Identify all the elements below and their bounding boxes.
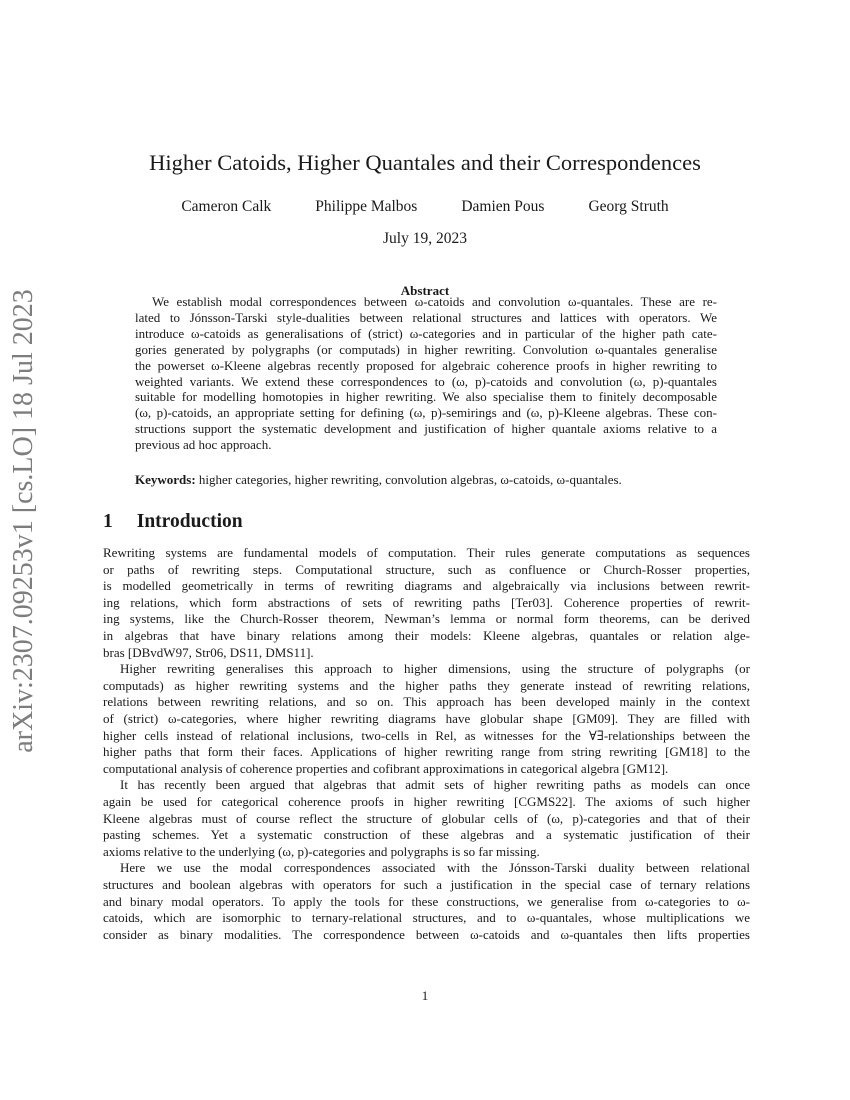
paper-date: July 19, 2023 (383, 230, 467, 247)
keywords-label: Keywords: (135, 472, 196, 487)
text-line: in algebras that have binary relations among their models: Kleene algebras, quantales or relation alge- (103, 628, 750, 643)
keywords-text: higher categories, higher rewriting, convolution algebras, ω-catoids, ω-quantales. (198, 472, 622, 487)
text-line: higher cells instead of relational inclusions, two-cells in Rel, as witnesses for the ∀∃-relationships between the (103, 727, 750, 743)
text-line: lated to Jónsson-Tarski style-dualities between relational structures and lattices with operators. We (135, 309, 717, 325)
text-line: Here we use the modal correspondences associated with the Jónsson-Tarski duality between relational (120, 860, 750, 876)
author-list (0, 198, 850, 216)
text-line: higher paths that form their faces. Applications of higher rewriting range from string rewriting [GM18] to the (103, 744, 750, 760)
text-line: catoids, which are isomorphic to ternary-relational structures, and to ω-quantales, whose multiplications we (103, 910, 750, 926)
page-number: 1 (421, 988, 429, 1003)
text-line: structures and boolean algebras with operators for such a justification in the special case of ternary relations (103, 877, 750, 892)
author: Georg Struth (588, 198, 669, 215)
text-line: We establish modal correspondences between ω-catoids and convolution ω-quantales. These are re- (152, 294, 717, 309)
paper-title: Higher Catoids, Higher Quantales and their Correspondences (149, 150, 701, 175)
text-line: relations between rewriting relations, and so on. This approach has been developed mainly in the context (103, 694, 750, 710)
text-line: bras [DBvdW97, Str06, DS11, DMS11]. (103, 644, 314, 660)
text-line: consider as binary modalities. The correspondence between ω-catoids and ω-quantales then lifts properties (103, 926, 750, 942)
text-line: axioms relative to the underlying (ω, p)-categories and polygraphs is so far missing. (103, 843, 540, 859)
text-line: computads) as higher rewriting systems and the higher paths they generate instead of rewriting relations, (103, 677, 750, 693)
abstract-heading: Abstract (400, 283, 450, 298)
keywords (135, 472, 622, 488)
text-line: of (strict) ω-categories, where higher rewriting diagrams have globular shape [GM09]. They are filled with (103, 711, 750, 726)
text-line: Kleene algebras must of course reflect the structure of globular cells of (ω, p)-categories and that of their (103, 810, 750, 826)
text-line: ing relations, which form abstractions of sets of rewriting paths [Ter03]. Coherence properties of rewrit- (103, 594, 750, 610)
text-line: or paths of rewriting steps. Computational structure, such as confluence or Church-Rosser properties, (103, 561, 750, 577)
text-line: gories generated by polygraphs (or computads) in higher rewriting. Convolution ω-quantales generalise (135, 341, 717, 357)
text-line: Rewriting systems are fundamental models of computation. Their rules generate computations as sequences (103, 545, 750, 560)
arxiv-stamp: arXiv:2307.09253v1 [cs.LO] 18 Jul 2023 (8, 289, 39, 753)
section-number: 1 (103, 511, 113, 532)
text-line: It has recently been argued that algebras that admit sets of higher rewriting paths as models can once (120, 777, 750, 793)
text-line: (ω, p)-catoids, an appropriate setting for defining (ω, p)-semirings and (ω, p)-Kleene algebras. These con- (135, 405, 717, 421)
text-line: is modelled geometrically in terms of rewriting diagrams and algebraically via inclusions between rewrit- (103, 578, 750, 594)
text-line: the powerset ω-Kleene algebras recently proposed for algebraic coherence proofs in higher rewriting to (135, 357, 717, 373)
author: Damien Pous (461, 198, 545, 215)
text-line: Higher rewriting generalises this approach to higher dimensions, using the structure of polygraphs (or (120, 661, 750, 677)
author: Cameron Calk (181, 198, 272, 215)
text-line: suitable for modelling homotopies in higher rewriting. We also specialise them to finitely decomposable (135, 389, 717, 405)
text-line: weighted variants. We extend these correspondences to (ω, p)-catoids and convolution (ω, p)-quantales (135, 373, 717, 389)
text-line: again be used for categorical coherence proofs in higher rewriting [CGMS22]. The axioms of such higher (103, 794, 750, 809)
section-title: Introduction (136, 511, 243, 532)
author: Philippe Malbos (315, 198, 418, 215)
text-line: ing systems, like the Church-Rosser theorem, Newman’s lemma or normal form theorems, can be derived (103, 611, 750, 627)
text-line: previous ad hoc approach. (135, 437, 272, 453)
text-line: and binary modal operators. To apply the tools for these constructions, we generalise from ω-categories to ω- (103, 893, 750, 909)
text-line: structions support the systematic development and justification of higher quantale axioms relative to a (135, 421, 717, 437)
text-line: computational analysis of coherence properties and cofibrant approximations in categorical algebra [GM12]. (103, 760, 669, 776)
section-heading (103, 511, 243, 533)
text-line: pasting schemes. Yet a systematic construction of these algebras and a systematic justification of their (103, 827, 750, 843)
text-line: introduce ω-catoids as generalisations of (strict) ω-categories and in particular of the higher path cate- (135, 325, 717, 341)
